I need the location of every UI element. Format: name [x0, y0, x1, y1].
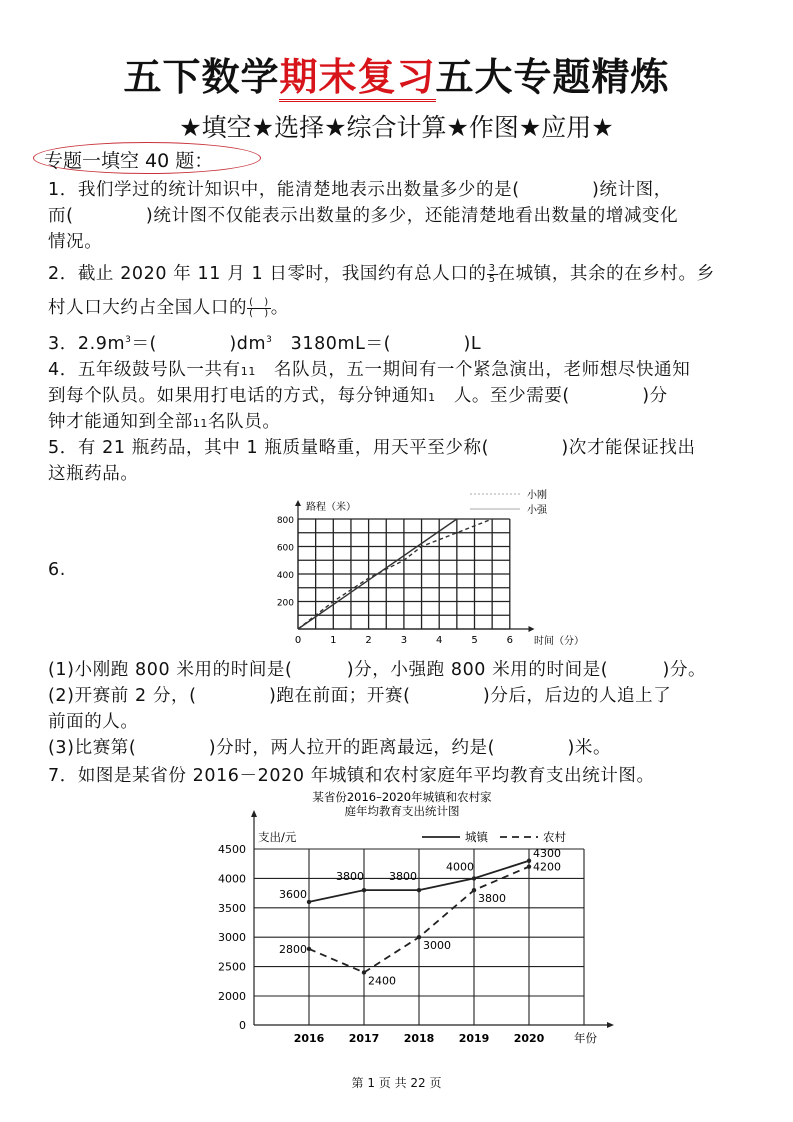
y-tick-label: 2500: [218, 960, 246, 974]
q2-text: 村人口大约占全国人口的: [48, 298, 248, 318]
fraction: [487, 264, 498, 285]
q3-line: [48, 330, 481, 355]
y-tick-label: 200: [276, 598, 294, 609]
q3-text: ＝( )dm: [131, 334, 267, 354]
data-point: [362, 888, 366, 892]
q4-text: 名队员。: [208, 412, 281, 432]
section-heading: 专题一填空 40 题：: [44, 150, 214, 172]
y-tick-label: 2000: [218, 990, 246, 1003]
superscript: 3: [125, 335, 132, 346]
denominator: ( ): [249, 307, 269, 319]
data-label: 3800: [478, 892, 506, 906]
data-point: [417, 935, 421, 939]
y-tick-label: 4000: [218, 872, 246, 886]
data-point: [362, 970, 366, 974]
x-axis-label: 时间（分）: [533, 636, 584, 647]
data-label: 3000: [423, 939, 451, 953]
answer-fraction: [247, 298, 271, 319]
y-axis-label: 支出/元: [258, 830, 297, 844]
q6-sub: (1)小刚跑 800 米用的时间是( )分，小强跑 800 米用的时间是( )分。: [48, 660, 707, 680]
data-point: [472, 888, 476, 892]
q6-sub: (3)比赛第( )分时，两人拉开的距离最远，约是( )米。: [48, 738, 612, 758]
q4-text: 钟才能通知到全部: [48, 412, 193, 432]
data-label: 3800: [389, 870, 417, 884]
data-point: [472, 876, 476, 880]
x-tick-label: 1: [330, 635, 337, 646]
q6-sub: (2)开赛前 2 分，( )跑在前面；开赛( )分后，后边的人追上了: [48, 686, 672, 706]
data-label: 3800: [336, 870, 364, 884]
q7-line: 7．如图是某省份 2016－2020 年城镇和农村家庭年平均教育支出统计图。: [48, 766, 655, 786]
chart-title: 某省份2016–2020年城镇和农村家: [312, 790, 492, 804]
subtitle: ★填空★选择★综合计算★作图★应用★: [179, 113, 614, 142]
chart-title: 庭年均教育支出统计图: [344, 804, 460, 818]
q1-line: 1．我们学过的统计知识中，能清楚地表示出数量多少的是( )统计图，: [48, 180, 672, 200]
x-tick-label: 0: [294, 635, 302, 646]
q5-line: 这瓶药品。: [48, 464, 139, 484]
data-point: [527, 859, 531, 863]
y-tick-label: 0: [239, 1019, 246, 1032]
y-axis-arrow: [295, 500, 301, 506]
x-tick-label: 2016: [293, 1032, 325, 1045]
q2-line: [48, 260, 715, 285]
y-axis-label: 路程（米）: [306, 502, 356, 513]
data-label: 2800: [279, 942, 307, 956]
superscript: 3: [266, 335, 273, 346]
x-axis-arrow: [607, 1022, 614, 1028]
distance-time-chart: [0, 480, 793, 650]
y-tick-label: 600: [276, 543, 294, 554]
q4-line: [48, 408, 280, 433]
data-point: [417, 888, 421, 892]
q1-line: 而( )统计图不仅能表示出数量的多少，还能清楚地看出数量的增减变化: [48, 206, 679, 226]
title-post: 五大专题精炼: [435, 55, 670, 99]
y-tick-label: 3000: [218, 931, 246, 945]
data-point: [307, 900, 311, 904]
x-tick-label: 3: [400, 635, 408, 646]
x-tick-label: 2019: [458, 1032, 490, 1045]
legend-label: 农村: [543, 830, 566, 844]
q3-text: 3180mL＝( )L: [272, 334, 482, 354]
q4-line: [48, 356, 690, 381]
q2-text: 在城镇，其余的在乡村。乡: [497, 264, 715, 284]
y-axis-arrow: [251, 810, 257, 817]
x-tick-label: 2020: [513, 1032, 545, 1045]
q4-number: 11: [240, 365, 256, 378]
denominator: 5: [488, 273, 496, 285]
page-footer: 第 1 页 共 22 页: [351, 1076, 442, 1090]
data-label: 4000: [446, 860, 474, 874]
data-point: [527, 864, 531, 868]
data-label: 4300: [533, 846, 561, 860]
y-tick-label: 800: [276, 516, 294, 526]
q4-text: 4．五年级鼓号队一共有: [48, 360, 241, 380]
legend-label: 小强: [527, 505, 547, 516]
q6-label: 6.: [48, 560, 66, 580]
title-pre: 五下数学: [123, 55, 280, 99]
q2-text: 。: [270, 298, 289, 318]
data-label: 2400: [368, 974, 396, 988]
q4-text: 到每个队员。如果用打电话的方式，每分钟通知: [48, 386, 429, 406]
q4-number: 1: [428, 391, 436, 404]
x-axis-arrow: [529, 626, 535, 632]
education-expense-chart: [0, 785, 793, 1055]
q4-number: 11: [192, 417, 209, 430]
y-tick-label: 3500: [218, 901, 246, 915]
q6-sub: 前面的人。: [48, 712, 139, 732]
q1-line: 情况。: [48, 232, 103, 252]
q2-text: 2．截止 2020 年 11 月 1 日零时，我国约有总人口的: [48, 264, 487, 284]
data-label: 3600: [279, 887, 307, 901]
y-tick-label: 4500: [218, 843, 246, 856]
data-point: [307, 947, 311, 951]
q5-line: 5．有 21 瓶药品，其中 1 瓶质量略重，用天平至少称( )次才能保证找出: [48, 438, 696, 458]
x-tick-label: 6: [506, 635, 513, 646]
x-tick-label: 2018: [403, 1032, 435, 1045]
q4-line: [48, 382, 668, 407]
y-tick-label: 400: [276, 571, 294, 581]
x-tick-label: 4: [436, 635, 443, 646]
data-label: 4200: [533, 860, 561, 874]
q2-line: [48, 294, 289, 319]
page-title: [0, 46, 793, 101]
q4-text: 人。至少需要( )分: [435, 386, 668, 406]
q3-text: 3．2.9m: [48, 334, 126, 354]
x-tick-label: 2017: [348, 1032, 380, 1045]
q4-text: 名队员，五一期间有一个紧急演出，老师想尽快通知: [255, 360, 691, 380]
x-tick-label: 5: [471, 635, 478, 646]
title-highlight: 期末复习: [279, 55, 435, 102]
numerator: ( ): [249, 296, 269, 308]
x-tick-label: 2: [365, 635, 372, 646]
legend-label: 城镇: [465, 830, 488, 844]
numerator: 3: [488, 262, 496, 274]
x-axis-label: 年份: [574, 1031, 597, 1045]
legend-label: 小刚: [527, 490, 547, 501]
